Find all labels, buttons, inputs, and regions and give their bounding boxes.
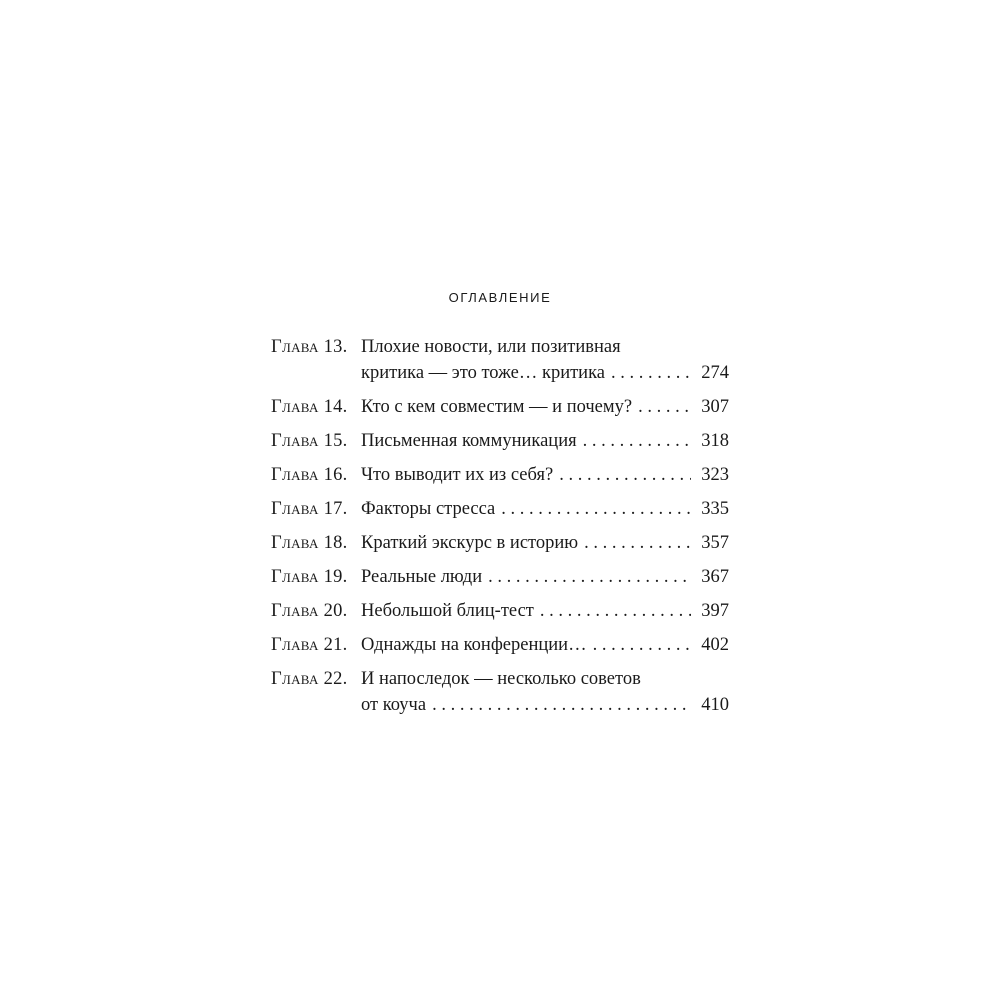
- page-number: 397: [701, 601, 729, 621]
- toc-entry: [271, 530, 729, 556]
- dot-leader: [559, 462, 691, 488]
- dot-leader: [432, 692, 691, 718]
- dot-leader: [584, 530, 691, 556]
- chapter-title-line: Небольшой блиц-тест: [361, 601, 534, 621]
- chapter-label: Глава 21.: [271, 635, 348, 655]
- chapter-label: Глава 16.: [271, 465, 348, 485]
- page-number: 323: [701, 465, 729, 485]
- chapter-title: [361, 666, 729, 718]
- chapter-label: Глава 18.: [271, 533, 348, 553]
- page-number: 307: [701, 397, 729, 417]
- chapter-title: [361, 564, 729, 590]
- chapter-title: [361, 462, 729, 488]
- toc-entry: [271, 564, 729, 590]
- chapter-title-line: Факторы стресса: [361, 499, 496, 519]
- chapter-title-line: Плохие новости, или позитивная: [361, 337, 621, 357]
- chapter-title-line: от коуча: [361, 695, 427, 715]
- chapter-title: [361, 428, 729, 454]
- chapter-label: Глава 20.: [271, 601, 348, 621]
- toc-entry: [271, 428, 729, 454]
- chapter-title-line: Однажды на конференции…: [361, 635, 587, 655]
- page-number: 402: [701, 635, 729, 655]
- toc-entry: [271, 334, 729, 386]
- chapter-label: Глава 19.: [271, 567, 348, 587]
- chapter-label: Глава 15.: [271, 431, 348, 451]
- toc-entry: [271, 632, 729, 658]
- dot-leader: [488, 564, 691, 590]
- page-number: 274: [701, 363, 729, 383]
- page-number: 335: [701, 499, 729, 519]
- page-number: 357: [701, 533, 729, 553]
- dot-leader: [501, 496, 691, 522]
- chapter-label: Глава 17.: [271, 499, 348, 519]
- toc-entry: [271, 496, 729, 522]
- dot-leader: [593, 632, 691, 658]
- toc-entry: [271, 462, 729, 488]
- page-number: 318: [701, 431, 729, 451]
- dot-leader: [638, 394, 691, 420]
- chapter-title-line: критика — это тоже… критика: [361, 363, 605, 383]
- chapter-label: Глава 22.: [271, 669, 348, 689]
- chapter-title-line: Реальные люди: [361, 567, 483, 587]
- chapter-title: [361, 334, 729, 386]
- chapter-title-line: Краткий экскурс в историю: [361, 533, 579, 553]
- dot-leader: [611, 360, 691, 386]
- chapter-label: Глава 14.: [271, 397, 348, 417]
- chapter-title-line: Письменная коммуникация: [361, 431, 577, 451]
- toc-heading: ОГЛАВЛЕНИЕ: [448, 290, 552, 305]
- chapter-title: [361, 530, 729, 556]
- chapter-title-line: Кто с кем совместим — и почему?: [361, 397, 633, 417]
- toc-entry: [271, 666, 729, 718]
- chapter-title: [361, 496, 729, 522]
- chapter-title: [361, 598, 729, 624]
- chapter-title-line: Что выводит их из себя?: [361, 465, 554, 485]
- toc-entry: [271, 598, 729, 624]
- chapter-title-line: И напоследок — несколько советов: [361, 669, 641, 689]
- toc-list: [271, 334, 729, 726]
- page-number: 410: [701, 695, 729, 715]
- page-number: 367: [701, 567, 729, 587]
- chapter-title: [361, 632, 729, 658]
- dot-leader: [540, 598, 691, 624]
- toc-entry: [271, 394, 729, 420]
- chapter-label: Глава 13.: [271, 337, 348, 357]
- dot-leader: [583, 428, 691, 454]
- chapter-title: [361, 394, 729, 420]
